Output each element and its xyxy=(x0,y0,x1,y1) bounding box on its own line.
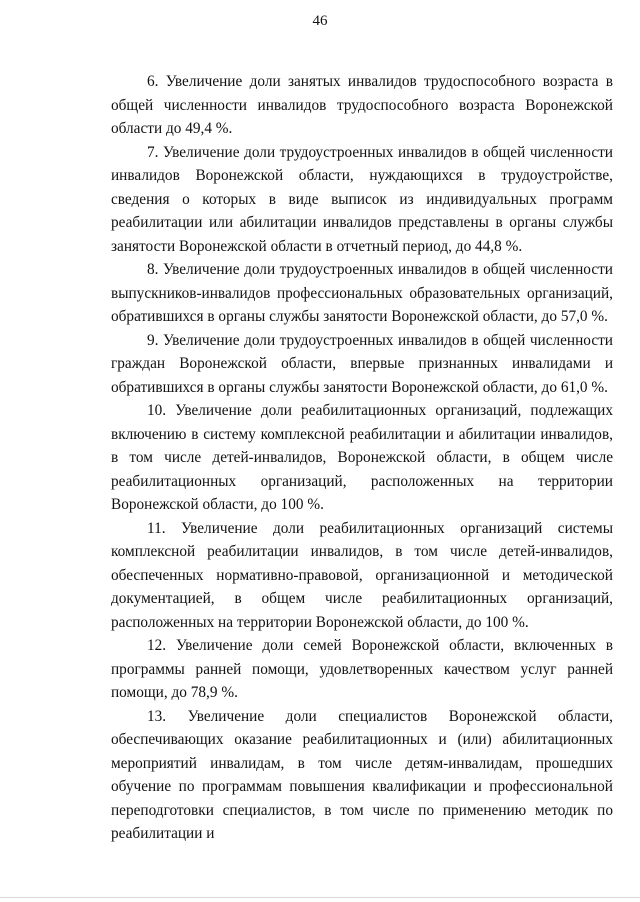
paragraph-item-9: 9. Увеличение доли трудоустроенных инвалидов в общей численности граждан Воронежской области, впервые признанных инвалидами и обратившихся в органы службы занятости Воронежской области, до 61,0 %. xyxy=(111,331,613,396)
paragraph-item-12: 12. Увеличение доли семей Воронежской области, включенных в программы ранней помощи, удовлетворенных качеством услуг ранней помощи, до 78,9 %. xyxy=(111,637,613,701)
paragraph-item-13: 13. Увеличение доли специалистов Воронежской области, обеспечивающих оказание реабилитационных и (или) абилитационных мероприятий инвалидам, в том числе детям-инвалидам, прошедших обучение по программам повышения квалификации и профессиональной переподготовки специалистов, в том числе по применению методик по реабилитации и xyxy=(111,707,613,842)
page-bottom-edge xyxy=(0,897,640,898)
paragraph-item-10: 10. Увеличение доли реабилитационных организаций, подлежащих включению в систему комплексной реабилитации и абилитации инвалидов, в том числе детей-инвалидов, Воронежской области, в общем числе реабилитационных организаций, расположенных на территории Воронежской области, до 100 %. xyxy=(111,402,613,513)
document-body xyxy=(111,70,613,846)
paragraph-item-7: 7. Увеличение доли трудоустроенных инвалидов в общей численности инвалидов Воронежской области, нуждающихся в трудоустройстве, сведения о которых в виде выписок из индивидуальных программ реабилитации или абилитации инвалидов представлены в органы службы занятости Воронежской области в отчетный период, до 44,8 %. xyxy=(111,143,613,255)
page-number: 46 xyxy=(312,13,328,29)
paragraph-item-11: 11. Увеличение доли реабилитационных организаций системы комплексной реабилитации инвалидов, в том числе детей-инвалидов, обеспеченных нормативно-правовой, организационной и методической документацией, в общем числе реабилитационных организаций, расположенных на территории Воронежской области, до 100 %. xyxy=(111,519,613,631)
paragraph-item-6: 6. Увеличение доли занятых инвалидов трудоспособного возраста в общей численности инвалидов трудоспособного возраста Воронежской области до 49,4 %. xyxy=(111,73,613,137)
paragraph-item-8: 8. Увеличение доли трудоустроенных инвалидов в общей численности выпускников-инвалидов профессиональных образовательных организаций, обратившихся в органы службы занятости Воронежской области, до 57,0 %. xyxy=(111,261,613,325)
